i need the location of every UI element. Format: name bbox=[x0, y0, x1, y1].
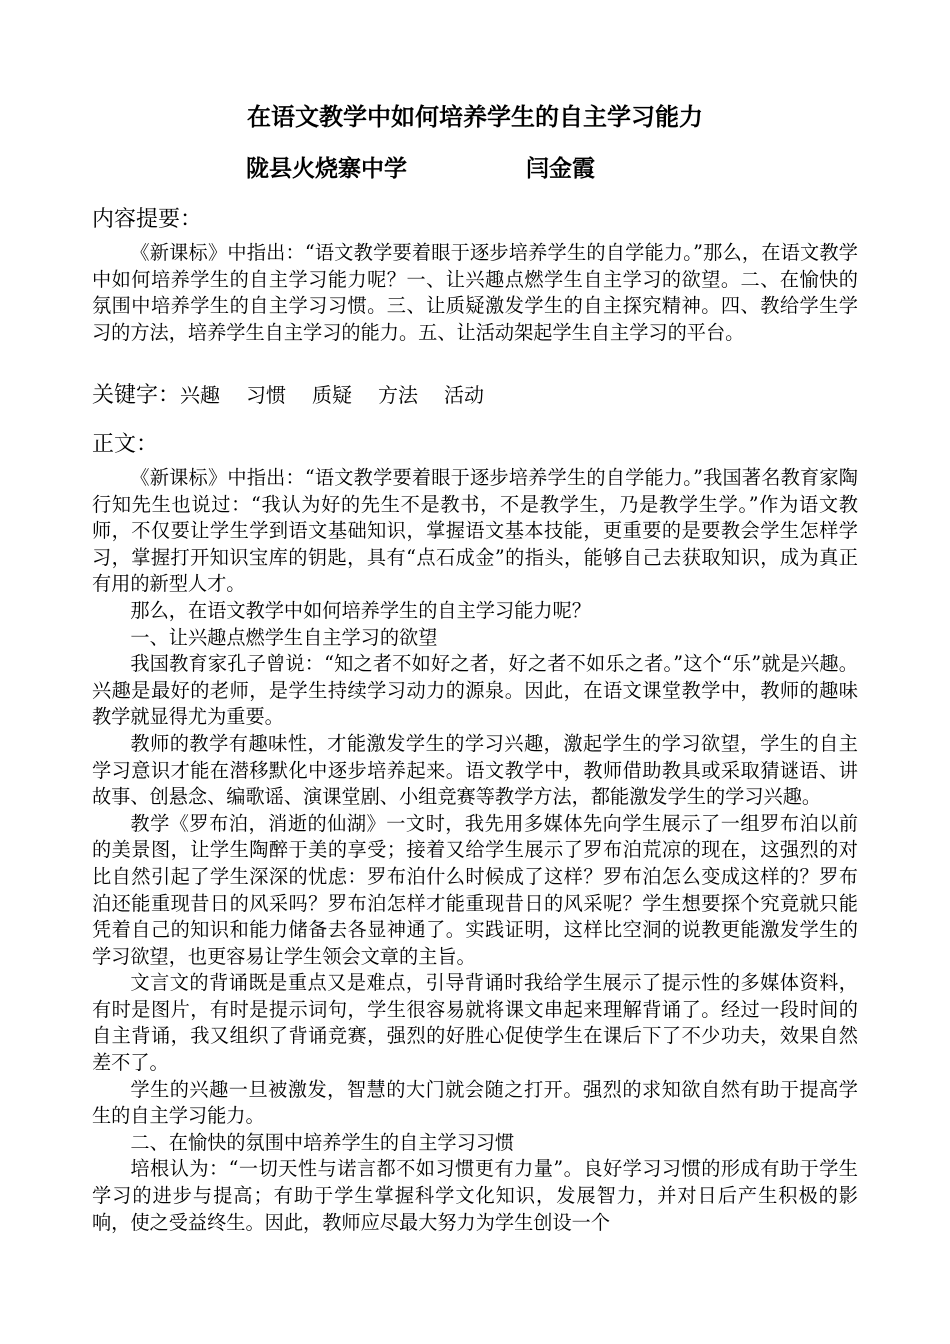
body-section bbox=[92, 465, 858, 1236]
body-paragraph: 那么，在语文教学中如何培养学生的自主学习能力呢？ bbox=[130, 598, 591, 622]
body-paragraph: 教学《罗布泊，消逝的仙湖》一文时，我先用多媒体先向学生展示了一组罗布泊以前的美景图，让学生陶醉于美的享受；接着又给学生展示了罗布泊荒凉的现在，这强烈的对比自然引起了学生深深的忧虑：罗布泊什么时候成了这样？罗布泊怎么变成这样的？罗布泊还能重现昔日的风采吗？罗布泊怎样才能重现昔日的风采呢？学生想要探个究竟就只能凭着自己的知识和能力储备去各显神通了。实践证明，这样比空洞的说教更能激发学生的学习欲望，也更容易让学生领会文章的主旨。 bbox=[92, 811, 858, 968]
document-title: 在语文教学中如何培养学生的自主学习能力 bbox=[247, 103, 703, 131]
keyword-item: 习惯 bbox=[246, 383, 287, 407]
section-heading: 一、让兴趣点燃学生自主学习的欲望 bbox=[130, 625, 438, 649]
body-heading: 正文： bbox=[92, 432, 159, 457]
keyword-item: 质疑 bbox=[312, 383, 353, 407]
section-heading: 二、在愉快的氛围中培养学生的自主学习习惯 bbox=[130, 1130, 515, 1154]
keyword-item: 兴趣 bbox=[180, 383, 221, 407]
school-name: 陇县火烧寨中学 bbox=[246, 156, 407, 182]
body-paragraph: 培根认为：“一切天性与诺言都不如习惯更有力量”。良好学习习惯的形成有助于学生学习的进步与提高；有助于学生掌握科学文化知识，发展智力，并对日后产生积极的影响，使之受益终生。因此，教师应尽最大努力为学生创设一个 bbox=[92, 1157, 858, 1234]
keyword-item: 活动 bbox=[444, 383, 485, 407]
abstract-text: 《新课标》中指出：“语文教学要着眼于逐步培养学生的自学能力。”那么，在语文教学中如何培养学生的自主学习能力呢？一、让兴趣点燃学生自主学习的欲望。二、在愉快的氛围中培养学生的自主学习习惯。三、让质疑激发学生的自主探究精神。四、教给学生学习的方法，培养学生自主学习的能力。五、让活动架起学生自主学习的平台。 bbox=[92, 241, 858, 344]
abstract-section bbox=[92, 240, 858, 346]
keywords-line bbox=[92, 380, 510, 410]
body-paragraph: 我国教育家孔子曾说：“知之者不如好之者，好之者不如乐之者。”这个“乐”就是兴趣。兴趣是最好的老师，是学生持续学习动力的源泉。因此，在语文课堂教学中，教师的趣味教学就显得尤为重要。 bbox=[92, 652, 858, 729]
body-paragraph: 学生的兴趣一旦被激发，智慧的大门就会随之打开。强烈的求知欲自然有助于提高学生的自主学习能力。 bbox=[92, 1077, 858, 1128]
keywords-label: 关键字： bbox=[92, 383, 181, 408]
body-paragraph: 《新课标》中指出：“语文教学要着眼于逐步培养学生的自学能力。”我国著名教育家陶行知先生也说过：“我认为好的先生不是教书，不是教学生，乃是教学生学。”作为语文教师，不仅要让学生学到语文基础知识，掌握语文基本技能，更重要的是要教会学生怎样学习，掌握打开知识宝库的钥匙，具有“点石成金”的指头，能够自己去获取知识，成为真正有用的新型人才。 bbox=[92, 466, 858, 596]
author-name: 闫金霞 bbox=[526, 156, 595, 182]
abstract-heading: 内容提要： bbox=[92, 207, 203, 232]
keyword-item: 方法 bbox=[378, 383, 419, 407]
body-paragraph: 教师的教学有趣味性，才能激发学生的学习兴趣，激起学生的学习欲望，学生的自主学习意识才能在潜移默化中逐步培养起来。语文教学中，教师借助教具或采取猜谜语、讲故事、创悬念、编歌谣、演课堂剧、小组竞赛等教学方法，都能激发学生的学习兴趣。 bbox=[92, 731, 858, 809]
body-paragraph: 文言文的背诵既是重点又是难点，引导背诵时我给学生展示了提示性的多媒体资料，有时是图片，有时是提示词句，学生很容易就将课文串起来理解背诵了。经过一段时间的自主背诵，我又组织了背诵竞赛，强烈的好胜心促使学生在课后下了不少功夫，效果自然差不了。 bbox=[92, 971, 858, 1075]
